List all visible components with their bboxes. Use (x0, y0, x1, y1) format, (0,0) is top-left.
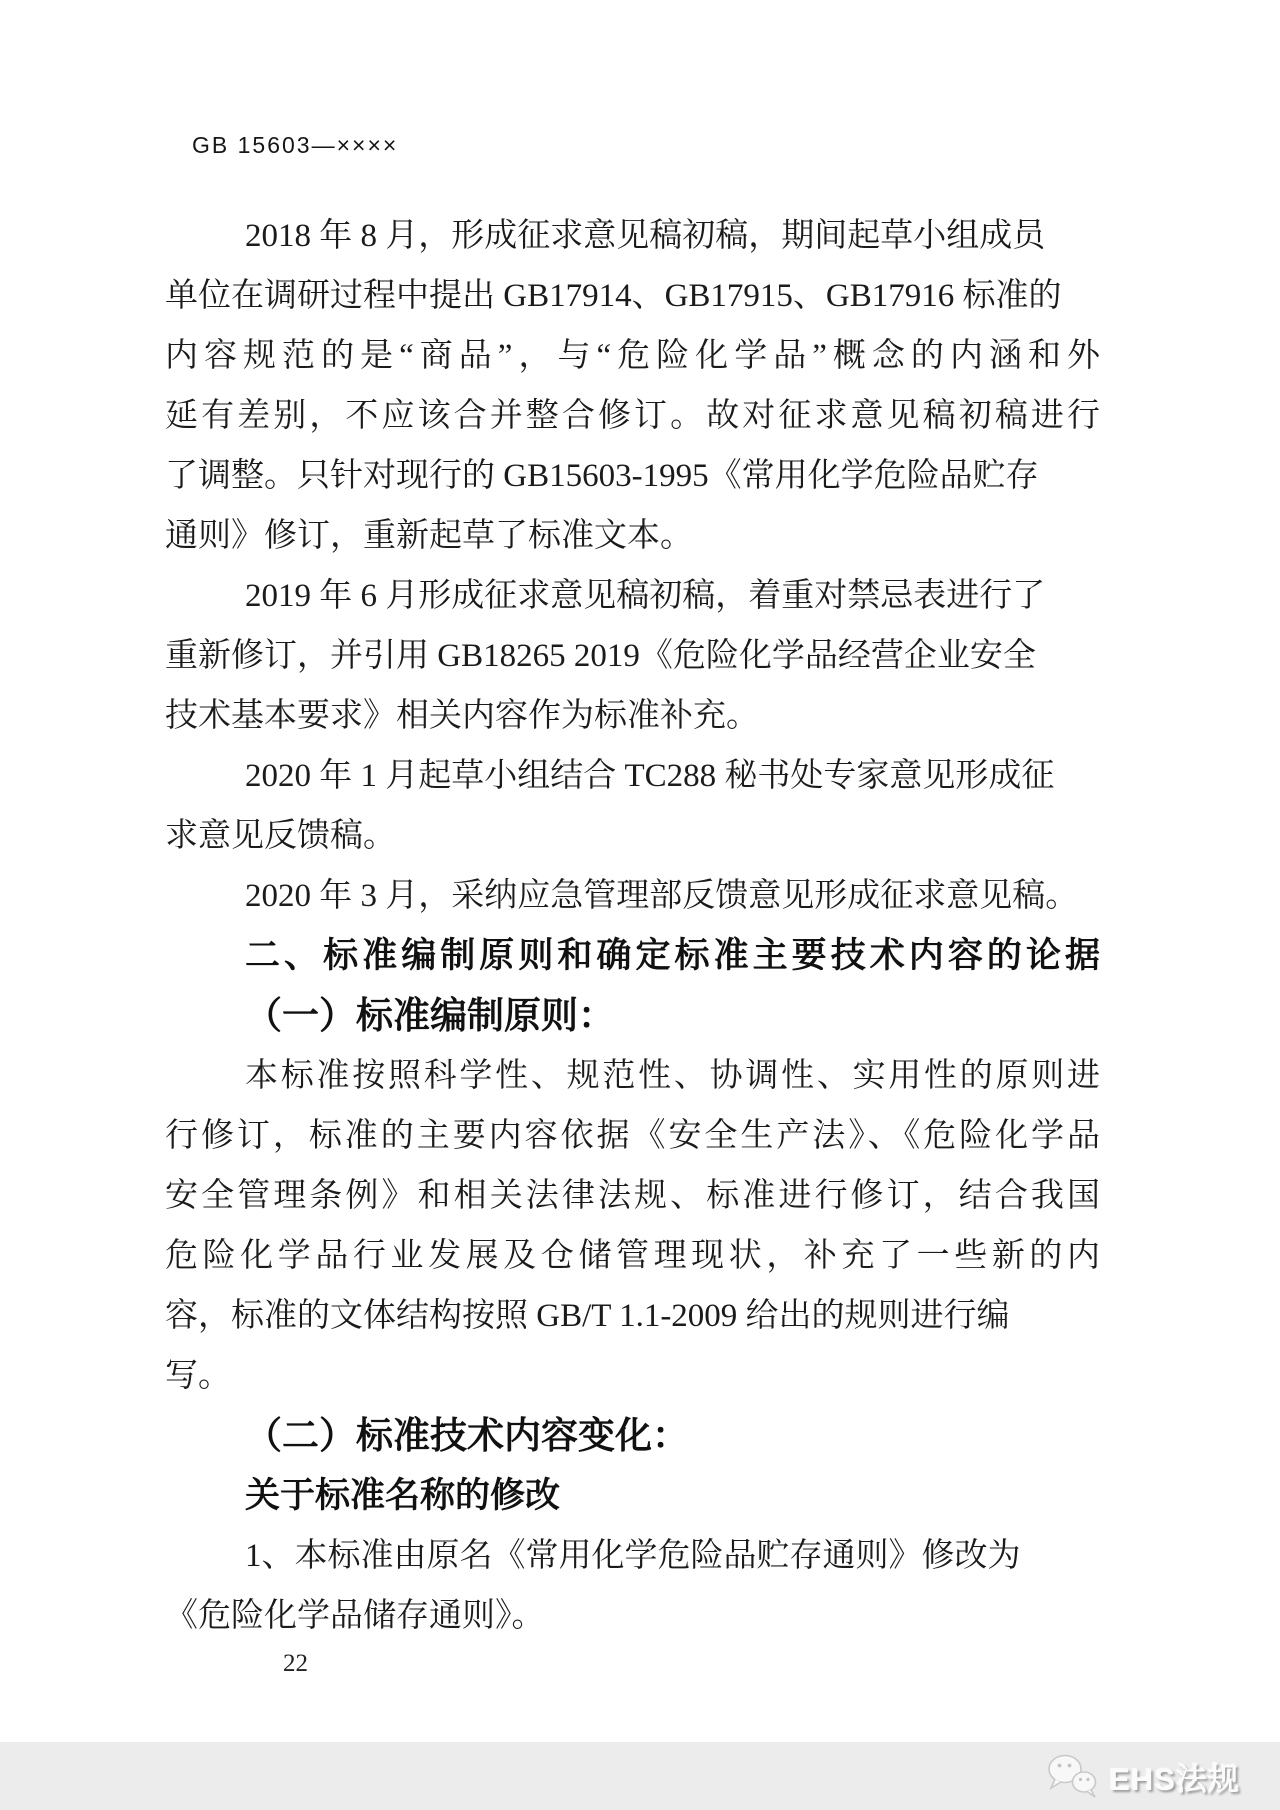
body-line: 写。 (165, 1358, 231, 1394)
subsection-heading: （二）标准技术内容变化： (245, 1415, 689, 1456)
page-number: 22 (283, 1650, 308, 1677)
body-line: 2019 年 6 月形成征求意见稿初稿，着重对禁忌表进行了 (245, 578, 1046, 614)
body-line: 安全管理条例》和相关法律法规、标准进行修订，结合我国 (165, 1178, 1100, 1214)
body-line: 2020 年 3 月，采纳应急管理部反馈意见形成征求意见稿。 (245, 878, 1079, 914)
body-line: 行修订，标准的主要内容依据《安全生产法》、《危险化学品 (165, 1118, 1100, 1154)
body-line: 容，标准的文体结构按照 GB/T 1.1-2009 给出的规则进行编 (165, 1298, 1010, 1334)
body-line: 了调整。只针对现行的 GB15603-1995《常用化学危险品贮存 (165, 458, 1039, 494)
body-line: 1、本标准由原名《常用化学危险品贮存通则》修改为 (245, 1538, 1021, 1574)
footer-band (0, 1742, 1280, 1810)
footer-watermark (1044, 1744, 1240, 1808)
wechat-icon (1044, 1752, 1100, 1800)
body-line: 本标准按照科学性、规范性、协调性、实用性的原则进 (245, 1058, 1100, 1094)
body-line: 2020 年 1 月起草小组结合 TC288 秘书处专家意见形成征 (245, 758, 1055, 794)
body-line: 重新修订，并引用 GB18265 2019《危险化学品经营企业安全 (165, 638, 1036, 674)
body-line: 延有差别，不应该合并整合修订。故对征求意见稿初稿进行 (165, 398, 1100, 434)
sub-heading: 关于标准名称的修改 (245, 1476, 561, 1515)
document-body (165, 206, 1100, 1646)
body-line: 通则》修订，重新起草了标准文本。 (165, 518, 693, 554)
body-line: 技术基本要求》相关内容作为标准补充。 (165, 698, 759, 734)
watermark-label: EHS法规 (1109, 1761, 1240, 1797)
body-line: 危险化学品行业发展及仓储管理现状，补充了一些新的内 (165, 1238, 1100, 1274)
standard-code-header: GB 15603—×××× (192, 132, 399, 158)
body-line: 求意见反馈稿。 (165, 818, 396, 854)
section-heading: 二、标准编制原则和确定标准主要技术内容的论据 (245, 936, 1100, 975)
body-line: 单位在调研过程中提出 GB17914、GB17915、GB17916 标准的 (165, 278, 1062, 314)
body-line: 内容规范的是“商品”，与“危险化学品”概念的内涵和外 (165, 338, 1100, 374)
body-line: 《危险化学品储存通则》。 (165, 1598, 545, 1634)
subsection-heading: （一）标准编制原则： (245, 995, 615, 1036)
body-line: 2018 年 8 月，形成征求意见稿初稿，期间起草小组成员 (245, 218, 1046, 254)
